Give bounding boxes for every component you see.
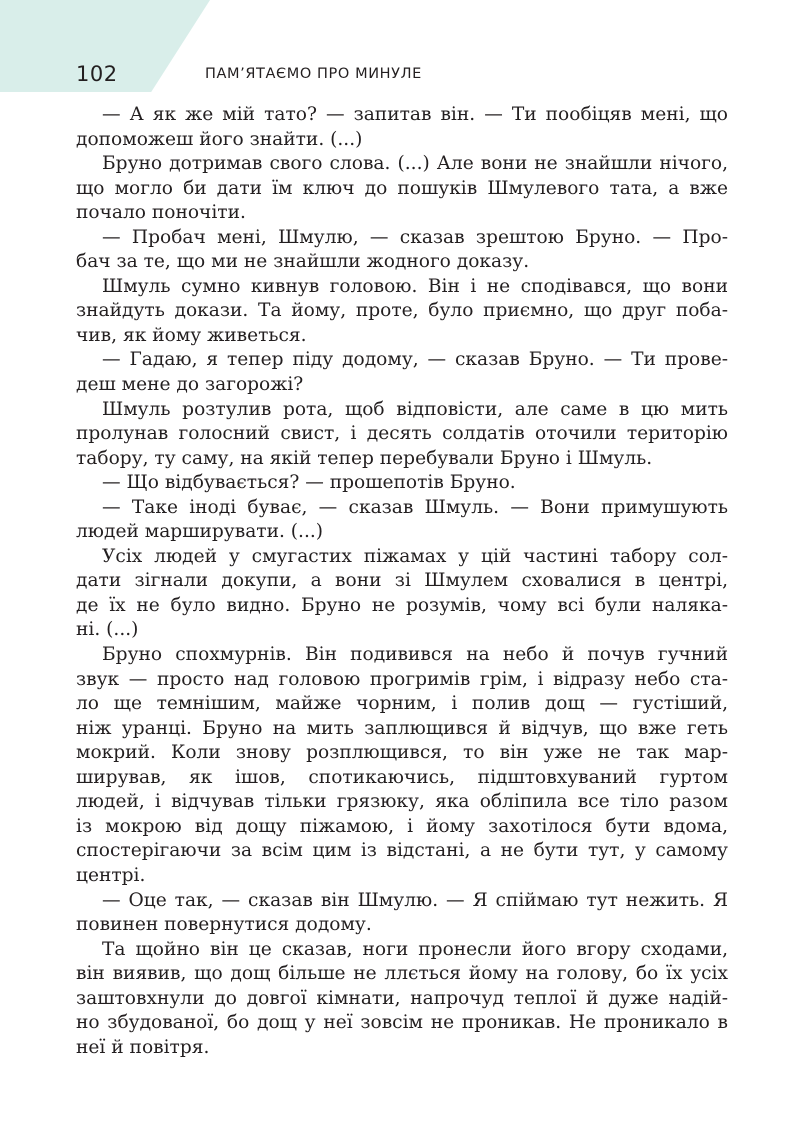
text-line: допоможеш його знайти. (...) bbox=[76, 128, 363, 150]
text-line: ніж уранці. Бруно на мить заплющився й відчув, що вже геть bbox=[76, 717, 728, 739]
story-text bbox=[76, 103, 728, 1060]
text-line: знайдуть докази. Та йому, проте, було приємно, що друг поба- bbox=[76, 300, 728, 322]
text-line: заштовхнули до довгої кімнати, напрочуд теплої й дуже надій- bbox=[76, 987, 728, 1009]
text-line: Шмуль розтулив рота, щоб відповісти, але саме в цю мить bbox=[102, 398, 728, 420]
text-line: дати зігнали докупи, а вони зі Шмулем сховалися в центрі, bbox=[76, 570, 728, 592]
text-line: ло ще темнішим, майже чорним, і полив дощ — густіший, bbox=[76, 693, 728, 715]
text-line: де їх не було видно. Бруно не розумів, чому всі були наляка- bbox=[76, 594, 728, 616]
running-title: ПАМ’ЯТАЄМО ПРО МИНУЛЕ bbox=[205, 66, 422, 82]
text-line: центрі. bbox=[76, 864, 146, 886]
text-line: — А як же мій тато? — запитав він. — Ти пообіцяв мені, що bbox=[102, 104, 728, 125]
page-number: 102 bbox=[76, 62, 118, 86]
text-line: — Гадаю, я тепер піду додому, — сказав Бруно. — Ти прове- bbox=[102, 349, 728, 371]
text-line: но збудованої, бо дощ у неї зовсім не проникав. Не проникало в bbox=[76, 1012, 728, 1034]
text-line: Бруно дотримав свого слова. (...) Але вони не знайшли нічого, bbox=[102, 153, 728, 175]
text-line: бач за те, що ми не знайшли жодного доказу. bbox=[76, 251, 530, 273]
text-line: Та щойно він це сказав, ноги пронесли його вгору сходами, bbox=[102, 938, 728, 960]
text-line: Шмуль сумно кивнув головою. Він і не сподівався, що вони bbox=[102, 275, 728, 297]
text-line: Бруно спохмурнів. Він подивився на небо й почув гучний bbox=[102, 644, 728, 666]
text-line: почало поночіти. bbox=[76, 202, 246, 224]
text-line: — Пробач мені, Шмулю, — сказав зрештою Бруно. — Про- bbox=[102, 226, 728, 248]
text-line: пролунав голосний свист, і десять солдатів оточили територію bbox=[76, 423, 728, 445]
text-line: людей, і відчував тільки грязюку, яка обліпила все тіло разом bbox=[76, 791, 728, 813]
text-line: людей марширувати. (...) bbox=[76, 521, 324, 543]
text-line: повинен повернутися додому. bbox=[76, 914, 372, 936]
text-line: із мокрою від дощу піжамою, і йому захотілося бути вдома, bbox=[76, 815, 728, 837]
text-line: що могло би дати їм ключ до пошуків Шмулевого тата, а вже bbox=[76, 177, 728, 199]
text-line: деш мене до загорожі? bbox=[76, 374, 304, 396]
text-line: — Оце так, — сказав він Шмулю. — Я спіймаю тут нежить. Я bbox=[102, 889, 728, 911]
text-line: табору, ту саму, на якій тепер перебували Бруно і Шмуль. bbox=[76, 447, 653, 469]
text-line: звук — просто над головою прогримів грім, і відразу небо ста- bbox=[76, 668, 728, 690]
text-line: мокрий. Коли знову розплющився, то він уже не так мар- bbox=[76, 742, 728, 764]
text-line: чив, як йому живеться. bbox=[76, 324, 307, 346]
text-line: неї й повітря. bbox=[76, 1036, 210, 1058]
text-line: ширував, як ішов, спотикаючись, підштовхуваний гуртом bbox=[76, 766, 728, 788]
text-line: Усіх людей у смугастих піжамах у цій частині табору сол- bbox=[102, 545, 728, 567]
text-line: — Що відбувається? — прошепотів Бруно. bbox=[102, 472, 516, 494]
text-line: він виявив, що дощ більше не ллється йому на голову, бо їх усіх bbox=[76, 963, 728, 985]
text-line: ні. (...) bbox=[76, 619, 139, 641]
text-line: спостерігаючи за всім цим із відстані, а не бути тут, у самому bbox=[76, 840, 728, 862]
text-line: — Таке іноді буває, — сказав Шмуль. — Вони примушують bbox=[102, 496, 728, 518]
